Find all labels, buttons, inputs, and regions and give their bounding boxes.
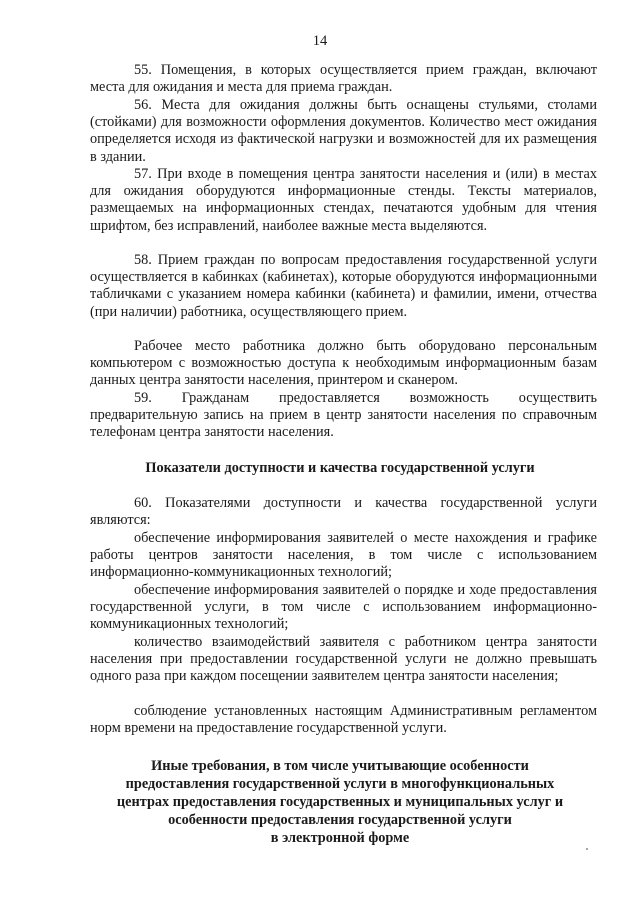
list-item-interactions: количество взаимодействий заявителя с работником центра занятости населения при предоставлении государственной услуги не должно превышать одного раза при каждом посещении заявителем центра занятости населения; xyxy=(90,634,597,685)
section-heading-accessibility: Показатели доступности и качества государственной услуги xyxy=(145,460,535,476)
paragraph-55: 55. Помещения, в которых осуществляется прием граждан, включают места для ожидания и места для приема граждан. xyxy=(90,62,597,96)
scan-speck xyxy=(586,848,588,850)
heading-line: центрах предоставления государственных и муниципальных услуг и xyxy=(116,794,564,810)
paragraph-59: 59. Гражданам предоставляется возможность осуществить предварительную запись на прием в центр занятости населения по справочным телефонам центра занятости населения. xyxy=(90,390,597,441)
heading-line: Иные требования, в том числе учитывающие особенности xyxy=(151,758,529,774)
heading-line: в электронной форме xyxy=(270,830,410,846)
page-number: 14 xyxy=(312,33,328,49)
heading-line: особенности предоставления государственной услуги xyxy=(168,812,512,828)
list-item-procedure-info: обеспечение информирования заявителей о порядке и ходе предоставления государственной услуги, в том числе с использованием информационно-коммуникационных технологий; xyxy=(90,582,597,633)
list-item-location-info: обеспечение информирования заявителей о месте нахождения и графике работы центров занятости населения, в том числе с использованием информационно-коммуникационных технологий; xyxy=(90,530,597,581)
paragraph-57: 57. При входе в помещения центра занятости населения и (или) в местах для ожидания оборудуются информационные стенды. Тексты материалов, размещаемых на информационных стендах, печатаются удобным для чтения шрифтом, без исправлений, наиболее важные места выделяются. xyxy=(90,166,597,234)
paragraph-58: 58. Прием граждан по вопросам предоставления государственной услуги осуществляется в кабинках (кабинетах), которые оборудуются информационными табличками с указанием номера кабинки (кабинета) и фамилии, имени, отчества (при наличии) работника, осуществляющего прием. xyxy=(90,252,597,320)
list-item-time-norms: соблюдение установленных настоящим Административным регламентом норм времени на предоставление государственной услуги. xyxy=(90,703,597,737)
paragraph-workplace: Рабочее место работника должно быть оборудовано персональным компьютером с возможностью доступа к необходимым информационным базам данных центра занятости населения, принтером и сканером. xyxy=(90,338,597,389)
heading-line: предоставления государственной услуги в многофункциональных xyxy=(125,776,555,792)
paragraph-60: 60. Показателями доступности и качества государственной услуги являются: xyxy=(90,495,597,529)
paragraph-56: 56. Места для ожидания должны быть оснащены стульями, столами (стойками) для возможности оформления документов. Количество мест ожидания определяется исходя из фактической нагрузки и возможностей для их размещения в здании. xyxy=(90,97,597,165)
